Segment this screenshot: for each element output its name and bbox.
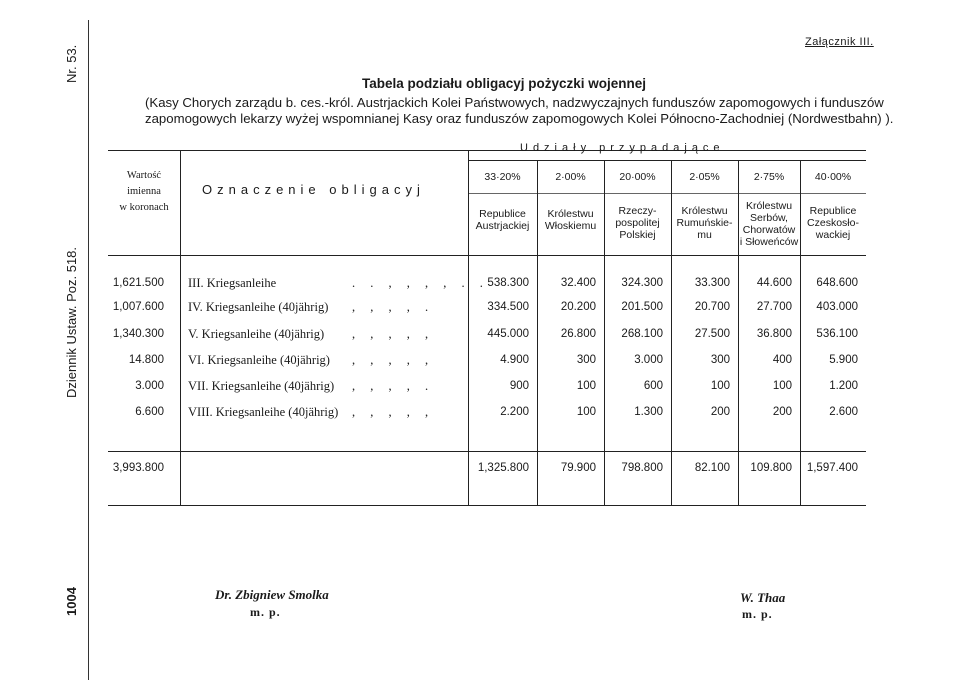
row-label: VI. Kriegsanleihe (40jährig) bbox=[188, 353, 330, 367]
share-country-line: Królestwu bbox=[681, 205, 728, 217]
row-share-value: 20.700 bbox=[694, 301, 730, 313]
share-country bbox=[468, 208, 537, 232]
share-country bbox=[537, 208, 604, 232]
share-percent: 2·00% bbox=[555, 171, 586, 183]
margin-rule bbox=[88, 20, 89, 680]
row-value: 1,621.500 bbox=[112, 277, 164, 289]
issue-number: Nr. 53. bbox=[64, 44, 79, 83]
row-share-value: 200 bbox=[710, 406, 730, 418]
row-dots: , , , , . bbox=[352, 300, 435, 314]
share-percent: 2·05% bbox=[689, 171, 720, 183]
row-share-value: 5.900 bbox=[829, 354, 858, 366]
journal-position: Dziennik Ustaw. Poz. 518. bbox=[64, 246, 79, 398]
share-country-line: pospolitej bbox=[615, 217, 660, 229]
row-share-value: 400 bbox=[772, 354, 792, 366]
shares-header: Udziały przypadające bbox=[520, 142, 725, 154]
row-share-value: 1.300 bbox=[634, 406, 663, 418]
row-share-value: 900 bbox=[509, 380, 529, 392]
row-share-value: 445.000 bbox=[487, 328, 529, 340]
share-percent: 33·20% bbox=[484, 171, 521, 183]
total-share-value: 109.800 bbox=[750, 462, 792, 474]
share-country-line: Królestwu bbox=[745, 200, 793, 212]
share-country-line: Rumuńskie- bbox=[676, 217, 733, 229]
share-country bbox=[604, 205, 671, 241]
total-share-value: 79.900 bbox=[560, 462, 596, 474]
share-country-line: wackiej bbox=[815, 229, 851, 241]
share-percent: 20·00% bbox=[619, 171, 656, 183]
row-label: III. Kriegsanleihe bbox=[188, 276, 277, 290]
row-share-value: 26.800 bbox=[560, 328, 596, 340]
row-value: 1,007.600 bbox=[112, 301, 164, 313]
attachment-label: Załącznik III. bbox=[805, 36, 874, 48]
row-label: VII. Kriegsanleihe (40jährig) bbox=[188, 379, 335, 393]
total-share-value: 1,325.800 bbox=[477, 462, 529, 474]
total-value: 3,993.800 bbox=[112, 462, 164, 474]
share-country-line: Republice bbox=[809, 205, 857, 217]
row-label: V. Kriegsanleihe (40jährig) bbox=[188, 327, 325, 341]
signature-thaa: W. Thaa bbox=[740, 590, 786, 605]
row-share-value: 20.200 bbox=[560, 301, 596, 313]
row-share-value: 100 bbox=[710, 380, 730, 392]
share-country-line: Republice bbox=[479, 208, 526, 220]
page-number: 1004 bbox=[64, 587, 79, 616]
row-share-value: 324.300 bbox=[621, 277, 663, 289]
row-label: IV. Kriegsanleihe (40jährig) bbox=[188, 300, 329, 314]
row-share-value: 100 bbox=[576, 380, 596, 392]
row-share-value: 36.800 bbox=[756, 328, 792, 340]
row-share-value: 2.200 bbox=[500, 406, 529, 418]
row-value: 1,340.300 bbox=[112, 328, 164, 340]
share-percent: 40·00% bbox=[814, 171, 852, 183]
row-label: VIII. Kriegsanleihe (40jährig) bbox=[188, 405, 339, 419]
row-value: 6.600 bbox=[135, 406, 164, 418]
share-percent: 2·75% bbox=[753, 171, 785, 183]
row-share-value: 44.600 bbox=[756, 277, 792, 289]
row-share-value: 268.100 bbox=[621, 328, 663, 340]
row-dots: , , , , , bbox=[352, 327, 435, 341]
row-share-value: 538.300 bbox=[487, 277, 529, 289]
row-share-value: 334.500 bbox=[487, 301, 529, 313]
share-country-line: Królestwu bbox=[547, 208, 594, 220]
signature-smolka-title: m. p. bbox=[250, 605, 281, 619]
row-share-value: 200 bbox=[772, 406, 792, 418]
row-share-value: 27.500 bbox=[694, 328, 730, 340]
total-share-value: 798.800 bbox=[621, 462, 663, 474]
share-country bbox=[671, 205, 738, 241]
share-country bbox=[800, 205, 866, 241]
share-country-line: Czeskosło- bbox=[807, 217, 859, 229]
row-dots: , , , , , bbox=[352, 353, 435, 367]
row-share-value: 100 bbox=[772, 380, 792, 392]
share-country-line: i Słoweńców bbox=[739, 236, 799, 248]
row-share-value: 3.000 bbox=[634, 354, 663, 366]
intro-paragraph: (Kasy Chorych zarządu b. ces.-król. Austrjackich Kolei Państwowych, nadzwyczajnych funduszów zapomogowych i funduszów zapomogowych lekarzy wyżej wspomnianej Kasy oraz funduszów zapomogowych Kolei Północno-Zachodniej (Nordwestbahn) ). bbox=[145, 95, 894, 126]
row-dots: . . , , , , . . bbox=[352, 276, 489, 290]
row-share-value: 32.400 bbox=[560, 277, 596, 289]
row-share-value: 201.500 bbox=[621, 301, 663, 313]
row-share-value: 4.900 bbox=[500, 354, 529, 366]
row-share-value: 403.000 bbox=[816, 301, 858, 313]
row-share-value: 536.100 bbox=[816, 328, 858, 340]
row-value: 3.000 bbox=[135, 380, 164, 392]
share-country-line: mu bbox=[697, 229, 712, 241]
value-column-header: Wartość imienna w koronach bbox=[119, 170, 169, 213]
row-share-value: 1.200 bbox=[829, 380, 858, 392]
designation-column-header: Oznaczenie obligacyj bbox=[202, 182, 425, 197]
share-country-line: Rzeczy- bbox=[618, 205, 657, 217]
row-dots: , , , , . bbox=[352, 379, 435, 393]
signature-thaa-title: m. p. bbox=[742, 607, 773, 621]
row-share-value: 600 bbox=[643, 380, 663, 392]
row-share-value: 2.600 bbox=[829, 406, 858, 418]
row-share-value: 33.300 bbox=[694, 277, 730, 289]
share-country-line: Serbów, bbox=[750, 212, 788, 224]
share-country-line: Włoskiemu bbox=[544, 220, 597, 232]
row-share-value: 300 bbox=[710, 354, 730, 366]
total-share-value: 1,597.400 bbox=[806, 462, 858, 474]
row-dots: , , , , , bbox=[352, 405, 435, 419]
row-value: 14.800 bbox=[128, 354, 164, 366]
share-country-line: Chorwatów bbox=[742, 224, 796, 236]
row-share-value: 27.700 bbox=[756, 301, 792, 313]
share-country-line: Austrjackiej bbox=[475, 220, 530, 232]
share-country-line: Polskiej bbox=[619, 229, 656, 241]
row-share-value: 100 bbox=[576, 406, 596, 418]
total-share-value: 82.100 bbox=[694, 462, 730, 474]
row-share-value: 300 bbox=[576, 354, 596, 366]
signature-smolka: Dr. Zbigniew Smolka bbox=[215, 587, 329, 602]
row-share-value: 648.600 bbox=[816, 277, 858, 289]
share-country bbox=[738, 200, 800, 248]
page-title: Tabela podziału obligacyj pożyczki wojennej bbox=[362, 76, 647, 91]
